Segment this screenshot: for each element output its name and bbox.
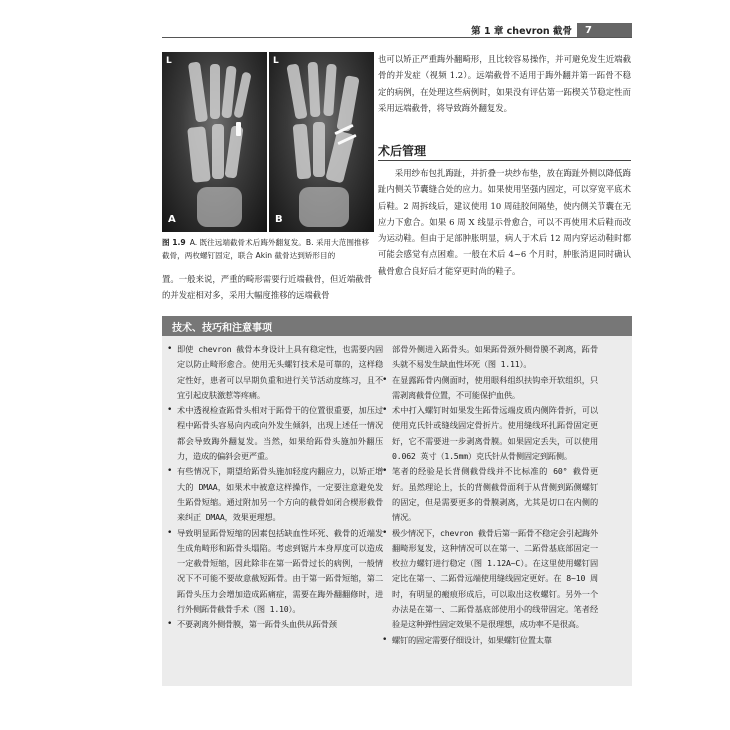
tips-box-title: 技术、技巧和注意事项 — [172, 323, 272, 334]
bullet-icon: • — [167, 405, 173, 416]
figure-caption — [162, 236, 372, 262]
xray-image-b — [269, 52, 374, 232]
bullet-icon: • — [382, 634, 388, 645]
list-item: • 即使 chevron 截骨本身设计上具有稳定性，也需要内固定以防止畸形愈合。使用无头螺钉技术是可靠的，这样稳定性好，患者可以早期负重和进行关节活动度练习，且不宜引起皮肤激惹等疼痛。 — [167, 344, 383, 400]
bullet-icon: • — [167, 466, 173, 477]
list-item: 部骨外侧进入跖骨头。如果跖骨颈外侧骨膜不剥离，跖骨头就不易发生缺血性坏死（图 1.11）。 — [392, 344, 598, 370]
postop-paragraph: 采用纱布包扎踇趾，并折叠一块纱布垫，放在踇趾外侧以降低踇趾内侧关节囊缝合处的应力。如果使用坚强内固定，可以穿宽平底术后鞋。2 周拆线后，建议使用 10 周硅胶间隔垫，使内侧关节囊在无应力下愈合。如果 6 周 X 线显示骨愈合，可以不再使用术后鞋而改为运动鞋。但由于足部肿胀明显，病人于术后 12 周内穿运动鞋时都可能会感觉有点困难。一般在术后 4~6 个月时，肿胀消退同时确认截骨愈合良好后才能穿更时尚的鞋子。 — [378, 168, 631, 276]
section-heading-rule — [378, 160, 631, 161]
list-item: • 有些情况下，期望给跖骨头施加轻度内翻应力，以矫正增大的 DMAA，如果术中被意这样操作，一定要注意避免发生跖骨短缩。通过附加另一个方向的截骨如闭合楔形截骨来纠正 DMAA，效果更理想。 — [167, 466, 383, 523]
body-paragraph-left: 置。一般来说，严重的畸形需要行近端截骨，但近端截骨的并发症相对多，采用大幅度推移的远端截骨 — [162, 274, 372, 301]
bullet-icon: • — [167, 344, 173, 354]
bullet-icon: • — [167, 527, 173, 538]
list-item: • 术中透视检查跖骨头相对于跖骨干的位置很重要，加压过程中跖骨头容易向内或向外发生倾斜，出现上述任一情况都会导致踇外翻复发。当然，如果给跖骨头施加外翻压力，造成的偏斜会更严重。 — [167, 405, 383, 462]
xray-a-side-tag: L — [166, 56, 172, 66]
tips-column-left — [165, 342, 383, 633]
bullet-icon: • — [382, 527, 388, 538]
list-item: • 不要剥离外侧骨膜，第一跖骨头血供从跖骨颈 — [165, 617, 383, 632]
tips-column-right — [380, 342, 598, 648]
list-item: • 极少情况下，chevron 截骨后第一跖骨不稳定会引起踇外翻畸形复发，这种情况可以在第一、二跖骨基底部固定一枚拉力螺钉进行稳定（图 1.12A~C）。在这里使用螺钉固定比在第一、二跖骨远端使用缝线固定更好。在 8~10 周时，有明显的瘢痕形成后，可以取出这枚螺钉。另外一个办法是在第一、二跖骨基底部使用小的线带固定。笔者经验是这种弹性固定效果不是很理想，成功率不是很高。 — [382, 527, 598, 630]
body-paragraph-right-top: 也可以矫正严重踇外翻畸形，且比较容易操作，并可避免发生近端截骨的并发症（视频 1.2）。远端截骨不适用于踇外翻并第一跖骨不稳定的病例，在处理这些病例时，如果没有评估第一跖楔关节稳定性而采用远端截骨，将导致踇外翻复发。 — [378, 54, 631, 113]
list-item: • 螺钉的固定需要仔细设计，如果螺钉位置太靠 — [380, 633, 598, 648]
list-item: • 术中打入螺钉时如果发生跖骨远端皮质内侧阵骨折，可以使用克氏针或缝线固定骨折片。使用缝线环扎跖骨固定更好，它不需要进一步剥离骨膜。如果固定丢失，可以使用 0.062 英寸（1.5mm）克氏针从骨侧固定到跖侧。 — [382, 405, 598, 462]
bullet-icon: • — [382, 466, 388, 477]
page-number: 7 — [577, 23, 632, 38]
xray-image-a — [162, 52, 267, 232]
list-item: • 笔者的经验是长背侧截骨线并不比标准的 60° 截骨更好。虽然理论上，长的背侧截骨面利于从背侧到跖侧螺钉的固定，但是需要更多的骨膜剥离，尤其是切口在内侧的情况。 — [382, 466, 598, 523]
bullet-icon: • — [382, 405, 388, 416]
section-heading-postop: 术后管理 — [378, 144, 427, 158]
list-item: • 导致明显跖骨短缩的因素包括缺血性坏死、截骨的近端发生成角畸形和跖骨头塌陷。考虑到锯片本身厚度可以造成一定截骨短缩，因此除非在第一跖骨过长的病例，一般情况下不可能不要故意截短跖骨。由于第一跖骨短缩，第二跖骨头压力会增加造成跖痛症，需要在踇外翻翻修时，进行外侧跖骨截骨手术（图 1.10）。 — [167, 527, 383, 615]
panel-a-label: A — [168, 214, 176, 225]
caption-text: A. 既往远端截骨术后踇外翻复发。B. 采用大范围推移截骨，两枚螺钉固定，联合 Akin 截骨达到矫形目的 — [162, 238, 370, 260]
header-rule — [162, 37, 632, 38]
panel-b-label: B — [275, 214, 283, 225]
bullet-icon: • — [382, 374, 388, 385]
chapter-title: 第 1 章 chevron 截骨 — [471, 26, 572, 37]
xray-b-side-tag: L — [273, 56, 279, 66]
list-item: • 在显露跖骨内侧面时，使用眼科组织扶钩牵开软组织，只需剥离截骨位置，不可能保护血供。 — [382, 374, 598, 400]
bullet-icon: • — [167, 619, 173, 630]
caption-figure-number: 图 1.9 — [162, 238, 186, 247]
